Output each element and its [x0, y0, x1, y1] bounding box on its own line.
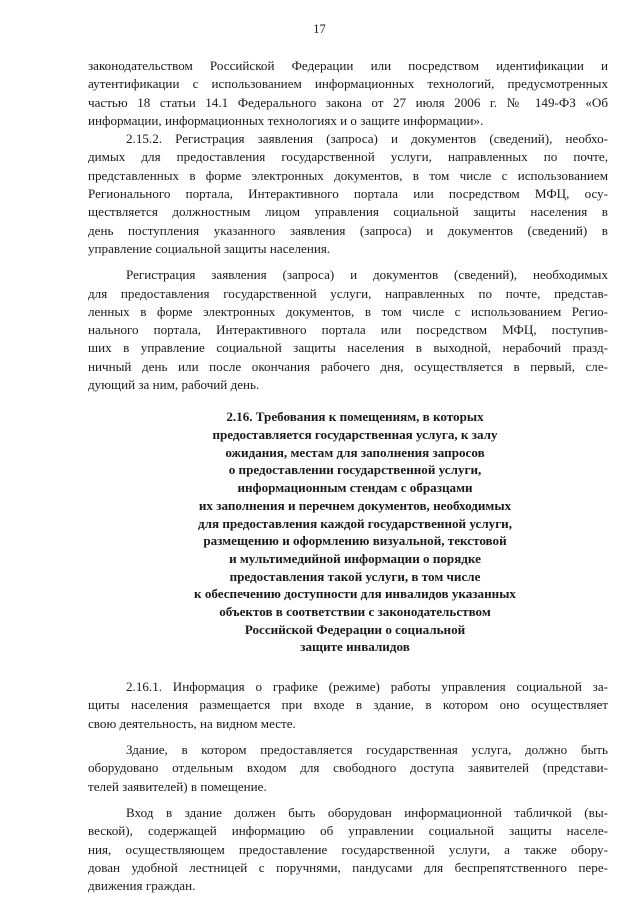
heading-line: к обеспечению доступности для инвалидов указанных — [194, 586, 516, 602]
text-line: день поступления указанного заявления (запроса) и документов (сведений) в — [88, 222, 608, 238]
text-line: телей заявителей) в помещение. — [88, 778, 267, 794]
heading-line: информационным стендам с образцами — [237, 480, 473, 496]
heading-line: их заполнения и перечнем документов, необходимых — [198, 497, 512, 513]
text-line: 2.15.2. Регистрация заявления (запроса) и документов (сведений), необхо- — [126, 131, 608, 147]
section-heading-2-16 — [88, 408, 608, 656]
heading-line: Российской Федерации о социальной — [244, 621, 466, 637]
page-content — [88, 57, 608, 895]
heading-line: объектов в соответствии с законодательством — [219, 604, 491, 620]
paragraph-continuation — [88, 57, 608, 130]
heading-line: предоставляется государственная услуга, к залу — [212, 427, 498, 443]
text-line: дован удобной лестницей с поручнями, пандусами для беспрепятственного пере- — [88, 859, 608, 875]
paragraph-registration-weekend — [88, 266, 608, 394]
text-line: 2.16.1. Информация о графике (режиме) работы управления социальной за- — [126, 679, 608, 695]
heading-line: и мультимедийной информации о порядке — [229, 550, 481, 566]
text-line: управление социальной защиты населения. — [88, 240, 331, 256]
page-number: 17 — [313, 22, 326, 36]
text-line: движения граждан. — [88, 878, 196, 894]
heading-line: ожидания, местам для заполнения запросов — [225, 444, 485, 460]
paragraph-building-entrance — [88, 741, 608, 796]
text-line: информации, информационных технологиях и о защите информации». — [88, 112, 484, 128]
paragraph-entrance-signage — [88, 804, 608, 895]
text-line: нального портала, Интерактивного портала или посредством МФЦ, поступив- — [88, 322, 608, 338]
text-line: свою деятельность, на видном месте. — [88, 715, 296, 731]
text-line: оборудовано отдельным входом для свободного доступа заявителей (представи- — [88, 760, 608, 776]
text-line: ничный день или после окончания рабочего дня, осуществляется в первый, сле- — [88, 358, 608, 374]
text-line: Здание, в котором предоставляется государственная услуга, должно быть — [126, 742, 608, 758]
heading-line: предоставления такой услуги, в том числе — [229, 568, 481, 584]
text-line: представленных в форме электронных документов, в том числе с использованием — [88, 167, 608, 183]
text-line: ших в управление социальной защиты населения в выходной, нерабочий празд- — [88, 340, 608, 356]
paragraph-2-15-2 — [88, 130, 608, 258]
text-line: веской), содержащей информацию об управлении социальной защиты населе- — [88, 823, 608, 839]
heading-line: 2.16. Требования к помещениям, в которых — [226, 409, 484, 425]
text-line: для предоставления государственной услуги, направленных по почте, представ- — [88, 285, 608, 301]
heading-line: защите инвалидов — [300, 639, 410, 655]
text-line: частью 18 статьи 14.1 Федерального закона от 27 июля 2006 г. № 149-ФЗ «Об — [88, 94, 608, 110]
paragraph-2-16-1 — [88, 678, 608, 733]
text-line: дующий за ним, рабочий день. — [88, 377, 260, 393]
text-line: ленных в форме электронных документов, в том числе с использованием Регио- — [88, 303, 608, 319]
text-line: аутентификации с использованием информационных технологий, предусмотренных — [88, 76, 608, 92]
text-line: Регистрация заявления (запроса) и документов (сведений), необходимых — [126, 267, 608, 283]
text-line: Регионального портала, Интерактивного портала или посредством МФЦ, осу- — [88, 186, 608, 202]
heading-line: о предоставлении государственной услуги, — [228, 462, 482, 478]
text-line: димых для предоставления государственной услуги, направленных по почте, — [88, 149, 608, 165]
heading-line: размещению и оформлению визуальной, текстовой — [203, 533, 507, 549]
heading-line: для предоставления каждой государственной услуги, — [198, 515, 512, 531]
text-line: законодательством Российской Федерации или посредством идентификации и — [88, 58, 608, 73]
text-line: ществляется должностным лицом управления социальной защиты населения в — [88, 204, 608, 220]
text-line: щиты населения размещается при входе в здание, в котором оно осуществляет — [88, 697, 608, 713]
text-line: ния, осуществляющем предоставление государственной услуги, а также обору- — [88, 841, 608, 857]
text-line: Вход в здание должен быть оборудован информационной табличкой (вы- — [126, 804, 608, 820]
